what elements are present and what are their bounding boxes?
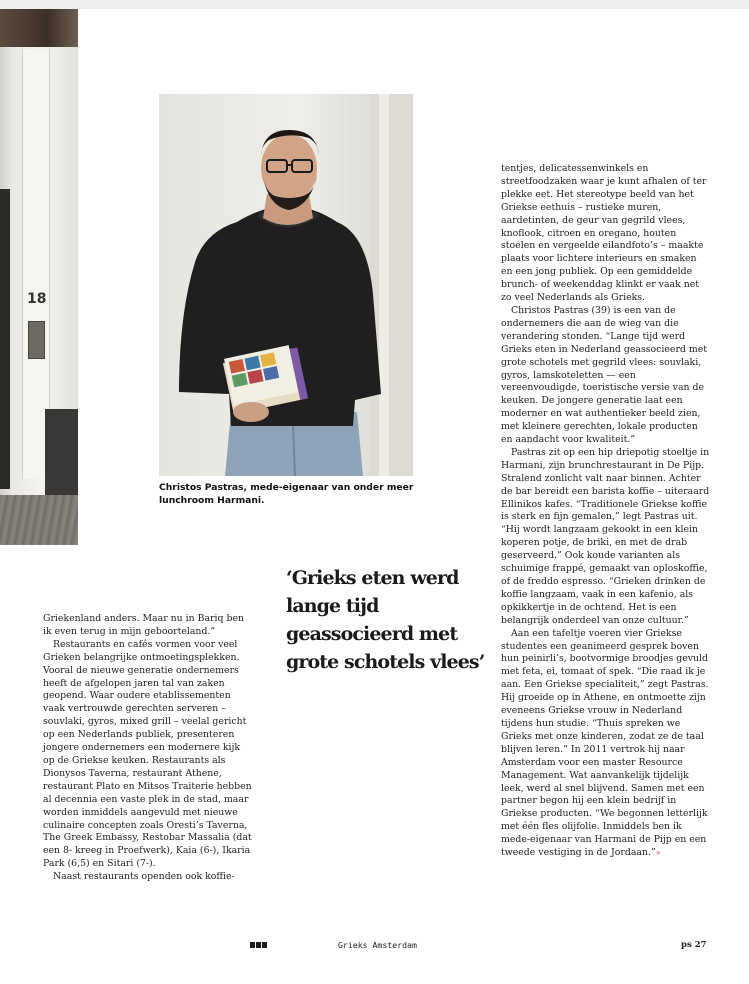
left-article-column (43, 613, 253, 884)
left-paragraph-3: Naast restaurants openden ook koffie- (53, 871, 235, 883)
portrait-photo (159, 94, 413, 476)
right-paragraph-4 (501, 628, 711, 860)
building-sidewalk (0, 495, 78, 545)
wall-door-edge (369, 94, 413, 476)
page-top-band (0, 0, 749, 9)
right-paragraph-1: tentjes, delicatessenwinkels en streetfoodzaken waar je kunt afhalen of ter plekke eet. Het stereotype beeld van het Griekse eethuis – rustieke muren, aardetinten, de geur van gegrild vlees, knoflook, citroen en oregano, houten stoelen en vergeelde eilandfoto’s – maakte plaats voor lichtere interieurs en smaken en een jong publiek. Op een gemiddelde brunch- of weekenddag klinkt er vaak net zo veel Nederlands als Grieks. (501, 163, 707, 304)
pull-quote: ‘Grieks eten werd lange tijd geassocieerd met grote schotels vlees’ (286, 567, 485, 673)
mail-plate (28, 321, 45, 359)
house-number: 18 (27, 291, 47, 307)
left-paragraph-2: Restaurants en cafés vormen voor veel Grieken belangrijke ontmoetingsplekken. Vooral de nieuwe generatie ondernemers heeft de afgelopen jaren tal van zaken geopend. Waar oudere etablissementen vaak vertrouwde gerechten serveren – souvlaki, gyros, mixed grill – veelal gericht op een Nederlands publiek, presenteren jongere ondernemers een modernere kijk op de Griekse keuken. Restaurants als Dionysos Taverna, restaurant Athene, restaurant Plato en Mitsos Traiterie hebben al decennia een vaste plek in de stad, maar worden inmiddels aangevuld met nieuwe culinaire concepten zoals Oresti’s Taverna, The Greek Embassy, Restobar Massalia (dat een 8- kreeg in Proefwerk), Kaia (6-), Ikaria Park (6,5) en Sitari (7-). (43, 638, 252, 870)
right-paragraph-4-text: Aan een tafeltje voeren vier Griekse studentes een geanimeerd gesprek boven hun peinirli’s, bootvormige broodjes gevuld met feta, ei, tomaat of spek. “Die raad ik je aan. Een Griekse specialiteit,” zegt Pastras. Hij groeide op in Athene, en ontmoette zijn eveneens Griekse vrouw in Nederland tijdens hun studie. “Thuis spreken we Grieks met onze kinderen, zodat ze de taal blijven leren.” In 2011 vertrok hij naar Amsterdam voor een master Resource Management. Wat aanvankelijk tijdelijk leek, werd al snel blijvend. Samen met een partner begon hij een klein bedrijf in Griekse producten. “We begonnen letterlijk met één fles olijfolie. Inmiddels ben ik mede-eigenaar van Harmani de Pijp en een tweede vestiging in de Jordaan.” (501, 627, 709, 859)
right-article-column (501, 163, 711, 860)
building-window-dark (45, 409, 78, 495)
left-paragraph-1: Griekenland anders. Maar nu in Bariq ben ik even terug in mijn geboorteland.” (43, 613, 244, 637)
photo-caption: Christos Pastras, mede-eigenaar van onder meer lunchroom Harmani. (159, 482, 414, 506)
building-photo (0, 9, 78, 545)
face (261, 134, 317, 202)
footer-logo-mark (250, 942, 267, 948)
building-dark-door (0, 189, 10, 489)
wall-highlight (379, 94, 389, 476)
hand (233, 402, 269, 422)
end-of-article-mark: » (655, 848, 661, 858)
right-paragraph-3: Pastras zit op een hip driepotig stoeltje in Harmani, zijn brunchrestaurant in De Pijp. Stralend zonlicht valt naar binnen. Achter de bar bereidt een barista koffie – uiteraard Ellinikos kafes. “Traditionele Griekse koffie is sterk en fijn gemalen,” legt Pastras uit. “Hij wordt langzaam gekookt in een klein koperen potje, de briki, en met de drab geserveerd.” Ook koude varianten als schuimige frappé, gemaakt van oploskoffie, of de freddo espresso. “Grieken drinken de koffie langzaam, vaak in een kafenio, als opkikkertje in de ochtend. Het is een belangrijk onderdeel van onze cultuur.” (501, 446, 710, 626)
portrait-illustration (159, 94, 413, 476)
right-paragraph-2: Christos Pastras (39) is een van de ondernemers die aan de wieg van die verandering stonden. “Lange tijd werd Grieks eten in Nederland geassocieerd met grote schotels met gegrild vlees: souvlaki, gyros, lamskoteletten — een vereenvoudigde, toeristische versie van de keuken. De jongere generatie laat een moderner en wat authentieker beeld zien, met kleinere gerechten, lokale producten en aandacht voor kwaliteit.” (501, 304, 708, 446)
footer-section-title: Grieks Amsterdam (338, 940, 417, 950)
building-brick-top (0, 9, 78, 47)
footer-page-number: ps 27 (681, 940, 707, 950)
